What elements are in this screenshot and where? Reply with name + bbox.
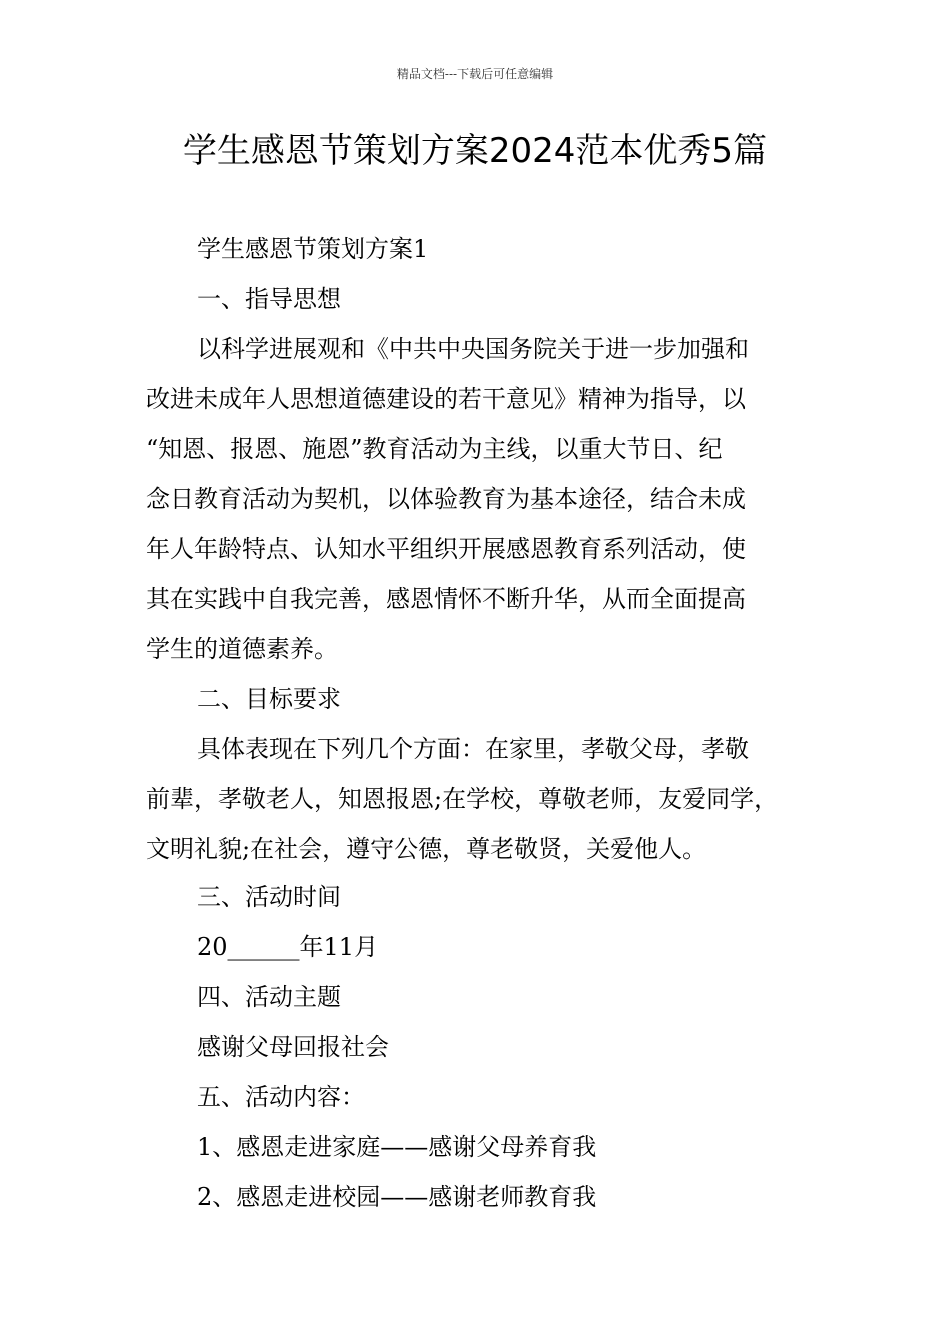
heading-activity-content: 五、活动内容： (197, 1083, 365, 1111)
paragraph-line: 具体表现在下列几个方面：在家里，孝敬父母，孝敬 (197, 735, 749, 763)
activity-theme: 感谢父母回报社会 (197, 1033, 389, 1061)
paragraph-line: 改进未成年人思想道德建设的若干意见》精神为指导，以 (146, 385, 746, 413)
paragraph-line: 前辈，孝敬老人，知恩报恩;在学校，尊敬老师，友爱同学， (146, 785, 779, 813)
paragraph-line: “知恩、报恩、施恩”教育活动为主线，以重大节日、纪 (146, 435, 723, 463)
paragraph-line: 其在实践中自我完善，感恩情怀不断升华，从而全面提高 (146, 585, 746, 613)
list-item: 1、感恩走进家庭——感谢父母养育我 (197, 1133, 597, 1161)
heading-goals: 二、目标要求 (197, 685, 341, 713)
heading-activity-theme: 四、活动主题 (197, 983, 341, 1011)
paragraph-line: 学生的道德素养。 (146, 635, 338, 663)
paragraph-line: 年人年龄特点、认知水平组织开展感恩教育系列活动，使 (146, 535, 746, 563)
paragraph-line: 念日教育活动为契机，以体验教育为基本途径，结合未成 (146, 485, 746, 513)
heading-activity-time: 三、活动时间 (197, 883, 341, 911)
header-note: 精品文档---下载后可任意编辑 (396, 67, 554, 81)
heading-guiding-ideology: 一、指导思想 (197, 285, 341, 313)
list-item: 2、感恩走进校园——感谢老师教育我 (197, 1183, 597, 1211)
section-heading-plan-1: 学生感恩节策划方案1 (197, 235, 429, 263)
paragraph-line: 文明礼貌;在社会，遵守公德，尊老敬贤，关爱他人。 (146, 835, 707, 863)
document-title: 学生感恩节策划方案2024范本优秀5篇 (182, 131, 768, 171)
activity-date: 20______年11月 (197, 933, 379, 961)
paragraph-line: 以科学进展观和《中共中央国务院关于进一步加强和 (197, 335, 749, 363)
